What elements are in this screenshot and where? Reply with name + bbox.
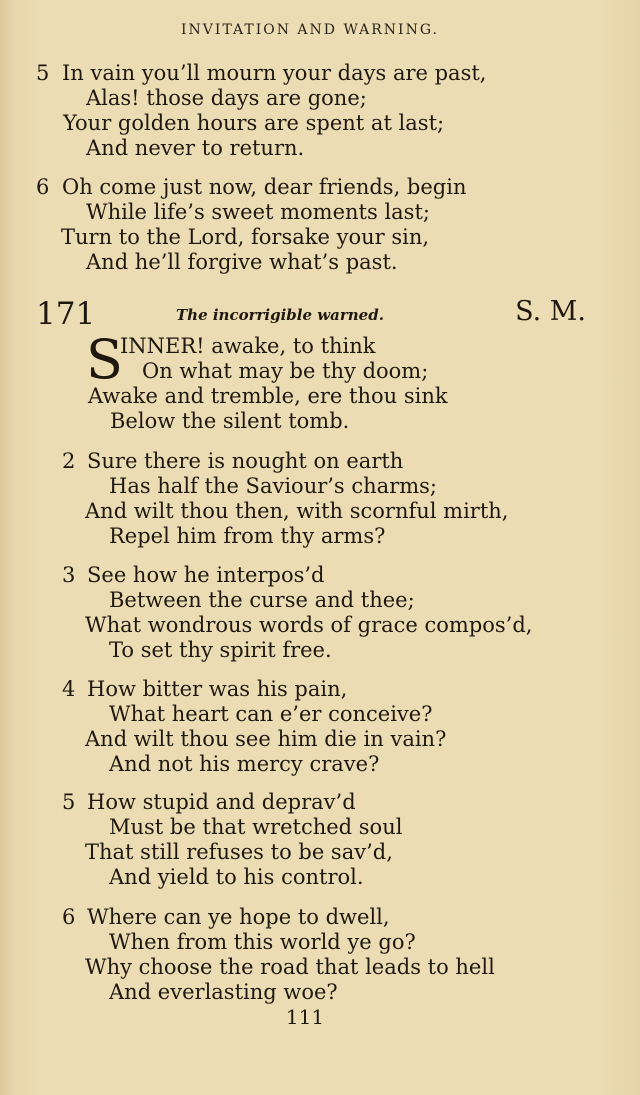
verse-line: And wilt thou see him die in vain? [85, 727, 447, 751]
verse-line: And everlasting woe? [109, 980, 338, 1004]
verse-line: What wondrous words of grace compos’d, [85, 613, 533, 637]
verse-line: Awake and tremble, ere thou sink [88, 384, 448, 408]
verse-line: Oh come just now, dear friends, begin [62, 175, 467, 199]
verse-line: Turn to the Lord, forsake your sin, [61, 225, 430, 249]
running-head: INVITATION AND WARNING. [181, 22, 439, 38]
verse-line: Your golden hours are spent at last; [63, 111, 445, 135]
verse-line: Repel him from thy arms? [109, 524, 386, 548]
verse-line: And not his mercy crave? [109, 752, 380, 776]
verse-line: How stupid and deprav’d [87, 790, 356, 814]
hymn-title: The incorrigible warned. [176, 306, 384, 324]
verse-line: And yield to his control. [109, 865, 364, 889]
verse-line: Below the silent tomb. [110, 409, 350, 433]
verse-line: Alas! those days are gone; [86, 86, 367, 110]
verse-line: That still refuses to be sav’d, [85, 840, 393, 864]
verse-line: Must be that wretched soul [109, 815, 403, 839]
stanza-number: 6 [36, 175, 50, 199]
verse-line: Sure there is nought on earth [87, 449, 404, 473]
verse-line: How bitter was his pain, [87, 677, 348, 701]
verse-line: Between the curse and thee; [109, 588, 415, 612]
hymn-heading [36, 296, 586, 332]
verse-line: Where can ye hope to dwell, [87, 905, 390, 929]
stanza-number: 6 [62, 905, 76, 929]
verse-line: And he’ll forgive what’s past. [86, 250, 398, 274]
verse-line: And wilt thou then, with scornful mirth, [85, 499, 509, 523]
stanza-number: 4 [62, 677, 76, 701]
page-number: 111 [285, 1005, 325, 1029]
verse-line: See how he interpos’d [87, 563, 325, 587]
verse-line: And never to return. [86, 136, 305, 160]
verse-line: On what may be thy doom; [142, 359, 429, 383]
verse-line: Why choose the road that leads to hell [85, 955, 495, 979]
stanza-number: 5 [62, 790, 76, 814]
stanza-number: 3 [62, 563, 76, 587]
hymn-number: 171 [36, 296, 96, 332]
verse-line: Has half the Saviour’s charms; [109, 474, 437, 498]
verse-line: What heart can e’er conceive? [109, 702, 433, 726]
drop-cap: S [86, 328, 123, 391]
verse-line: When from this world ye go? [109, 930, 416, 954]
stanza-number: 2 [62, 449, 76, 473]
stanza-number: 5 [36, 61, 50, 85]
verse-line: While life’s sweet moments last; [86, 200, 430, 224]
verse-line: To set thy spirit free. [109, 638, 332, 662]
hymn-meter: S. M. [515, 296, 586, 327]
verse-line: INNER! awake, to think [120, 334, 376, 358]
verse-line: In vain you’ll mourn your days are past, [62, 61, 487, 85]
